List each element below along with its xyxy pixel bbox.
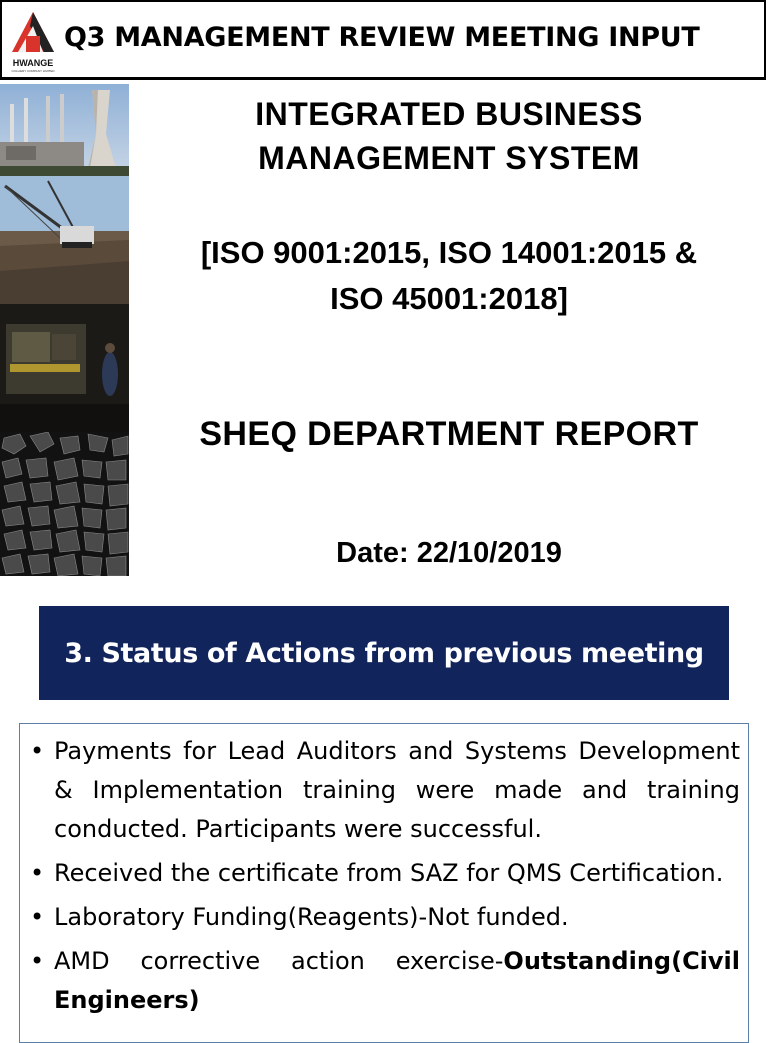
section-heading-banner [39, 606, 729, 700]
list-item: • Payments for Lead Auditors and Systems Development & Implementation training were made and training conducted. Participants were successful. [54, 732, 740, 849]
system-title-line1: INTEGRATED BUSINESS [255, 96, 643, 132]
iso-standards [130, 230, 768, 322]
iso-line2: ISO 45001:2018] [330, 281, 568, 316]
actions-list [20, 724, 748, 1020]
report-title: SHEQ DEPARTMENT REPORT [199, 415, 699, 453]
status-outstanding: Outstanding(Civil Engineers) [54, 947, 740, 1014]
system-title [130, 92, 768, 180]
power-station-photo [0, 84, 129, 176]
logo-subtext: COLLIERY COMPANY LIMITED [11, 69, 55, 73]
dragline-photo [0, 176, 129, 304]
system-title-line2: MANAGEMENT SYSTEM [258, 140, 640, 176]
list-item: • Laboratory Funding(Reagents)-Not funded. [54, 898, 740, 937]
iso-line1: [ISO 9001:2015, ISO 14001:2015 & [200, 235, 698, 270]
list-item: • Received the certificate from SAZ for QMS Certification. [54, 854, 740, 893]
underground-mining-photo [0, 304, 129, 432]
section-heading: 3. Status of Actions from previous meeting [64, 637, 704, 669]
coal-pile-photo [0, 432, 129, 576]
list-item: • AMD corrective action exercise-Outstanding(Civil Engineers) [54, 942, 740, 1020]
report-date: Date: 22/10/2019 [336, 537, 562, 569]
photo-strip [0, 84, 129, 576]
header-title: Q3 MANAGEMENT REVIEW MEETING INPUT [64, 22, 700, 53]
header-bar [0, 0, 766, 80]
logo-text: HWANGE [12, 58, 54, 68]
logo-mark-icon [8, 6, 58, 58]
hwange-logo [8, 6, 58, 78]
actions-status-box [19, 723, 749, 1043]
